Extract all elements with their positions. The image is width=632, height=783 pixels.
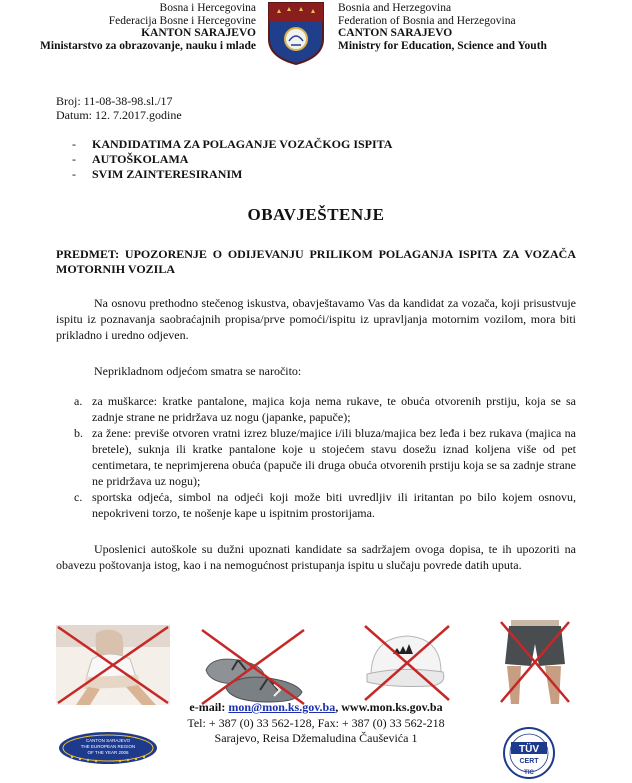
header-left	[0, 2, 256, 52]
list-marker: c.	[74, 490, 83, 504]
recipient-item: - KANDIDATIMA ZA POLAGANJE VOZAČKOG ISPITA	[72, 137, 392, 152]
recipient-item: - SVIM ZAINTERESIRANIM	[72, 167, 392, 182]
document-title: OBAVJEŠTENJE	[247, 205, 385, 224]
header-federation: Federacija Bosne i Hercegovine	[108, 14, 256, 27]
list-item-text: sportska odjeća, simbol na odjeći koji može biti uvredljiv ili iritantan po bilo kojem osnovu, nepokriveni torzo, te nošenje kape u ispitnim prostorijama.	[92, 490, 576, 520]
logo-right-code: TIC	[524, 770, 534, 776]
footer-contact-line	[0, 700, 632, 716]
logo-left-line: THE EUROPEAN REGION	[80, 744, 136, 749]
logo-left-line: CANTON SARAJEVO	[85, 738, 131, 743]
header-federation-en: Federation of Bosnia and Herzegovina	[338, 14, 516, 27]
header-canton: KANTON SARAJEVO	[141, 27, 256, 39]
reference-block	[56, 94, 182, 122]
list-marker: a.	[74, 394, 83, 408]
paragraph-closing: Uposlenici autoškole su dužni upoznati kandidate sa sadržajem ovoga dopisa, te ih upozoriti na obavezu poštovanja istog, kao i na nemogućnost pristupanja ispitu u slučaju povrede datih uputa.	[56, 542, 576, 572]
crossed-out-shorts-man-image	[499, 620, 571, 704]
list-item	[56, 489, 576, 521]
list-item-text: za muškarce: kratke pantalone, majica koja nema rukave, te obuća otvorenih prstiju, koja se sa zadnje strane ne pridržava uz nogu (japanke, papuče);	[92, 394, 576, 424]
header-canton-en: CANTON SARAJEVO	[338, 27, 453, 39]
header-country-en: Bosnia and Herzegovina	[338, 2, 452, 14]
logo-left-line: OF THE YEAR 2006	[87, 750, 129, 755]
paragraph-list-intro: Neprikladnom odjećom smatra se naročito:	[94, 364, 302, 378]
tuv-cert-logo-icon	[493, 726, 565, 780]
header-ministry: Ministarstvo za obrazovanje, nauku i mlade	[40, 39, 256, 52]
email-label: e-mail:	[189, 700, 229, 714]
footer-phone: Tel: + 387 (0) 33 562-128, Fax: + 387 (0) 33 562-218	[187, 715, 445, 730]
logo-right-word: CERT	[519, 758, 539, 765]
reference-date: Datum: 12. 7.2017.godine	[56, 108, 182, 122]
list-item	[56, 425, 576, 489]
recipient-item: - AUTOŠKOLAMA	[72, 152, 392, 167]
header-right	[338, 2, 547, 52]
footer-address: Sarajevo, Reisa Džemaludina Čauševića 1	[214, 731, 418, 745]
crossed-out-cap-image	[361, 622, 453, 704]
header-country: Bosna i Hercegovina	[159, 2, 256, 14]
european-region-logo-icon	[58, 731, 158, 765]
paragraph-intro: Na osnovu prethodno stečenog iskustva, obavještavamo Vas da kandidat za vozača, koji prisustvuje ispitu iz poznavanja saobraćajnih propisa/prve pomoći/ispitu iz upravljanja motornim vozilom, mora biti prikladno i uredno odjeven.	[56, 296, 576, 342]
header-ministry-en: Ministry for Education, Science and Youth	[338, 39, 547, 52]
crossed-out-shorts-woman-image	[56, 625, 170, 705]
list-item	[56, 393, 576, 425]
logo-right-brand: TÜV	[519, 744, 539, 755]
coat-of-arms-icon	[267, 1, 325, 65]
subject-line: PREDMET: UPOZORENJE O ODIJEVANJU PRILIKOM POLAGANJA ISPITA ZA VOZAČA MOTORNIH VOZILA	[56, 247, 576, 276]
inappropriate-clothing-list	[56, 393, 576, 521]
recipients-list	[72, 137, 392, 182]
list-item-text: za žene: previše otvoren vratni izrez bluze/majice i/ili bluza/majica bez leđa i bez rukava (majica na bretele), suknja ili kratke pantalone koje u stojećem stavu dosežu iznad koljena više od pet centimetara, te neprimjerena obuća (papuče ili druga obuća otvorenih prstiju koja se sa zadnje strane ne pridržava uz nogu);	[92, 426, 576, 488]
list-marker: b.	[74, 426, 83, 440]
reference-number: Broj: 11-08-38-98.sl./17	[56, 94, 173, 108]
crossed-out-flip-flops-image	[198, 626, 308, 706]
email-link[interactable]: mon@mon.ks.gov.ba	[228, 700, 336, 714]
website-link[interactable]: , www.mon.ks.gov.ba	[335, 700, 443, 714]
